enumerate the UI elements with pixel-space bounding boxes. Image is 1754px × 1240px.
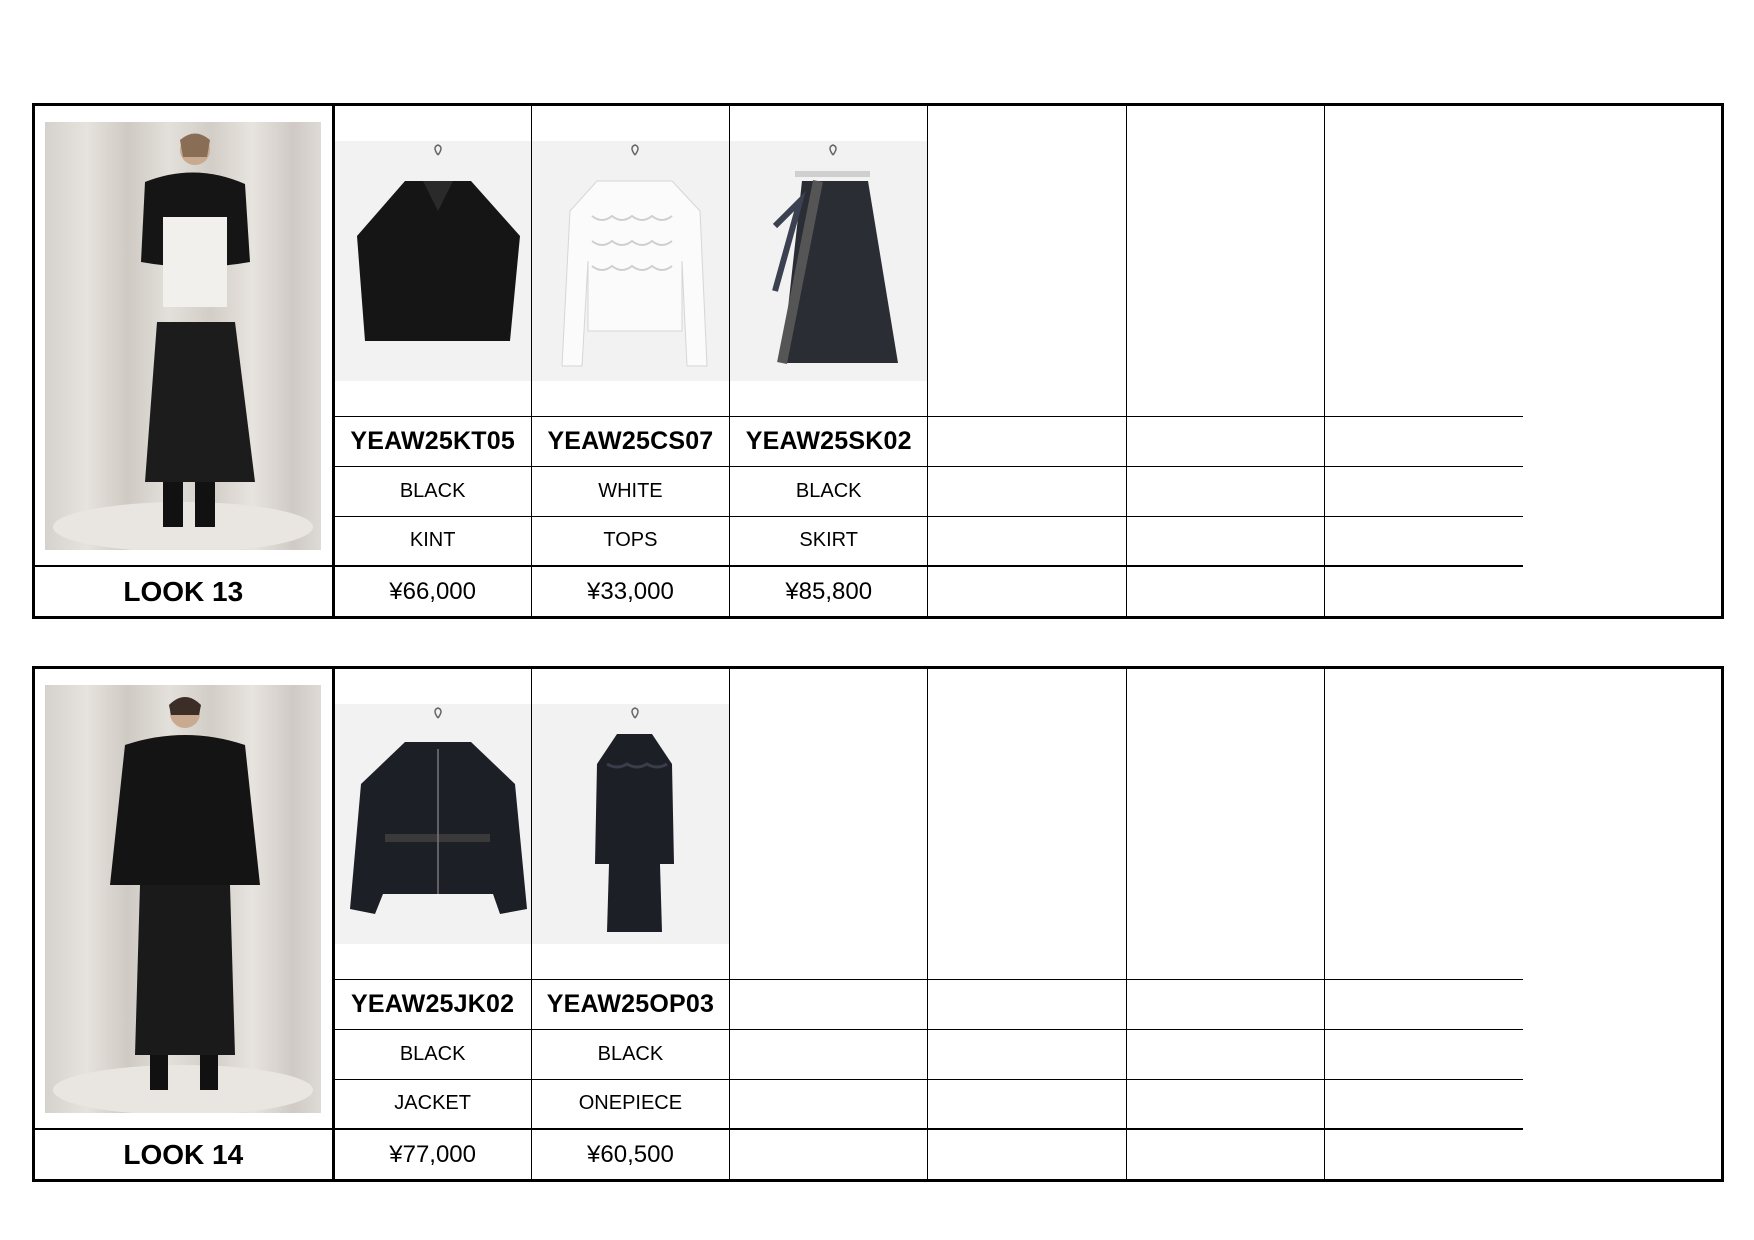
empty-cell [1126,1029,1324,1079]
empty-cell [1126,669,1324,979]
item-category: JACKET [333,1079,531,1129]
look-13-sheet [32,103,1724,619]
empty-cell [1324,669,1522,979]
empty-cell [928,106,1126,416]
item-code: YEAW25KT05 [333,416,531,466]
item-photo-cell [531,106,729,416]
item-code: YEAW25JK02 [333,979,531,1029]
item-code: YEAW25CS07 [531,416,729,466]
empty-cell [730,1129,928,1179]
empty-cell [1126,566,1324,616]
empty-cell [730,1079,928,1129]
item-category: SKIRT [730,516,928,566]
look-13-table [35,106,1721,616]
empty-cell [928,416,1126,466]
item-category: KINT [333,516,531,566]
look-14-model-photo [45,685,321,1113]
look-photo-cell [35,106,333,566]
jacket-photo [335,704,532,944]
empty-cell [1324,566,1522,616]
item-color: BLACK [730,466,928,516]
look-label: LOOK 13 [35,566,333,616]
empty-cell [1126,516,1324,566]
item-price: ¥33,000 [531,566,729,616]
item-price: ¥66,000 [333,566,531,616]
item-photo-cell [531,669,729,979]
look-14-sheet [32,666,1724,1182]
empty-cell [1324,416,1522,466]
empty-cell [1126,979,1324,1029]
item-color: BLACK [333,466,531,516]
empty-cell [1324,516,1522,566]
empty-cell [1126,466,1324,516]
look-13-model-photo [45,122,321,550]
empty-cell [730,979,928,1029]
empty-cell [928,466,1126,516]
item-price: ¥85,800 [730,566,928,616]
item-price: ¥77,000 [333,1129,531,1179]
empty-cell [928,1079,1126,1129]
look-label: LOOK 14 [35,1129,333,1179]
item-code: YEAW25OP03 [531,979,729,1029]
ruffle-top-photo [532,141,730,381]
skirt-photo [730,141,928,381]
empty-cell [1324,466,1522,516]
empty-cell [730,1029,928,1079]
empty-cell [1324,1029,1522,1079]
empty-cell [1324,1079,1522,1129]
empty-cell [928,1129,1126,1179]
item-price: ¥60,500 [531,1129,729,1179]
item-photo-cell [730,106,928,416]
item-photo-cell [333,669,531,979]
empty-cell [1324,979,1522,1029]
item-category: TOPS [531,516,729,566]
empty-cell [928,669,1126,979]
empty-cell [1126,1129,1324,1179]
empty-cell [928,979,1126,1029]
empty-cell [1324,1129,1522,1179]
empty-cell [1126,1079,1324,1129]
look-photo-cell [35,669,333,1129]
empty-cell [730,669,928,979]
empty-cell [1324,106,1522,416]
item-color: BLACK [531,1029,729,1079]
empty-cell [928,1029,1126,1079]
item-photo-cell [333,106,531,416]
empty-cell [928,516,1126,566]
look-14-table [35,669,1721,1179]
item-code: YEAW25SK02 [730,416,928,466]
item-color: BLACK [333,1029,531,1079]
dress-photo [532,704,730,944]
item-color: WHITE [531,466,729,516]
sweater-photo [335,141,532,381]
item-category: ONEPIECE [531,1079,729,1129]
empty-cell [1126,416,1324,466]
empty-cell [1126,106,1324,416]
empty-cell [928,566,1126,616]
